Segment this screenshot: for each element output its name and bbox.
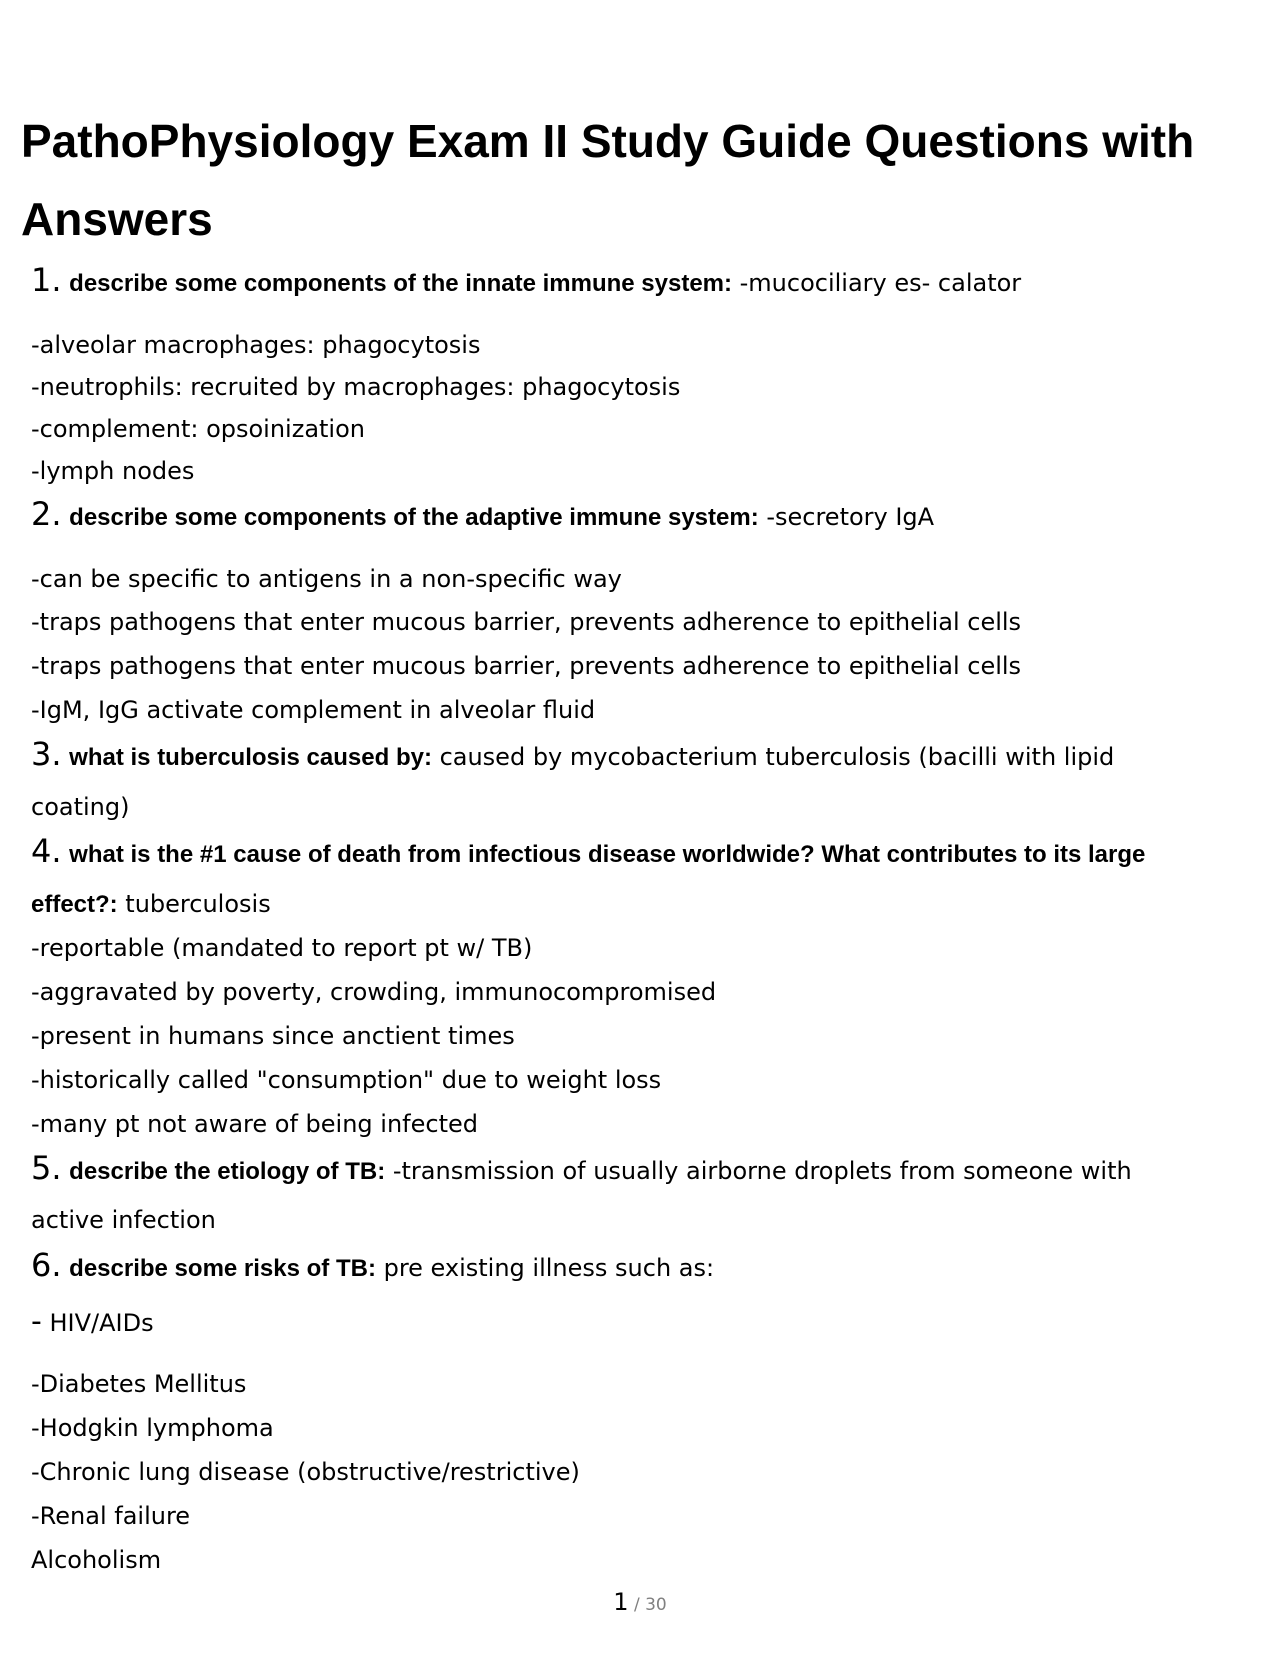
- answer-line: active infection: [31, 1206, 216, 1234]
- item-5-heading: [31, 1146, 1132, 1194]
- item-4-heading: [31, 829, 1145, 877]
- total-pages: / 30: [628, 1595, 667, 1615]
- answer-line: coating): [31, 793, 130, 821]
- item-answer: pre existing illness such as:: [375, 1254, 715, 1282]
- item-2-heading: [31, 492, 934, 540]
- item-question: describe some components of the adaptive immune system:: [69, 504, 759, 531]
- answer-line: -traps pathogens that enter mucous barrier, prevents adherence to epithelial cells: [31, 652, 1022, 680]
- answer-line: -neutrophils: recruited by macrophages: phagocytosis: [31, 373, 681, 401]
- item-3-heading: [31, 732, 1114, 780]
- answer-line: -many pt not aware of being infected: [31, 1110, 478, 1138]
- answer-line: -lymph nodes: [31, 457, 195, 485]
- item-answer: -secretory IgA: [758, 503, 935, 531]
- item-number: 2.: [31, 495, 62, 533]
- answer-line: -IgM, IgG activate complement in alveolar fluid: [31, 696, 596, 724]
- answer-line: -alveolar macrophages: phagocytosis: [31, 331, 481, 359]
- page-title: PathoPhysiology Exam II Study Guide Questions with Answers: [21, 115, 1195, 245]
- page-indicator: [0, 1588, 1280, 1616]
- answer-line: -Hodgkin lymphoma: [31, 1414, 274, 1442]
- answer-line: -aggravated by poverty, crowding, immunocompromised: [31, 978, 717, 1006]
- item-answer: tuberculosis: [117, 890, 271, 918]
- item-6-heading: [31, 1243, 714, 1291]
- item-question: what is the #1 cause of death from infectious disease worldwide? What contributes to its large: [69, 841, 1146, 868]
- item-question-cont: effect?:: [31, 891, 118, 918]
- item-question: describe some components of the innate immune system:: [69, 270, 732, 297]
- item-number: 6.: [31, 1246, 62, 1284]
- item-answer: -mucociliary es- calator: [732, 269, 1022, 297]
- answer-line: -Diabetes Mellitus: [31, 1370, 247, 1398]
- answer-line: -present in humans since anctient times: [31, 1022, 515, 1050]
- answer-line: Alcoholism: [31, 1546, 162, 1574]
- answer-line: -Chronic lung disease (obstructive/restrictive): [31, 1458, 580, 1486]
- answer-line: -Renal failure: [31, 1502, 191, 1530]
- item-4-heading-cont: [31, 882, 271, 927]
- item-question: describe some risks of TB:: [69, 1255, 376, 1282]
- item-answer: caused by mycobacterium tuberculosis (bacilli with lipid: [431, 743, 1115, 771]
- answer-text: HIV/AIDs: [41, 1309, 154, 1337]
- answer-line: -complement: opsoinization: [31, 415, 365, 443]
- item-number: 5.: [31, 1149, 62, 1187]
- item-question: describe the etiology of TB:: [69, 1158, 386, 1185]
- answer-line-hiv: [31, 1300, 154, 1345]
- item-question: what is tuberculosis caused by:: [69, 744, 432, 771]
- item-answer: -transmission of usually airborne droplets from someone with: [385, 1157, 1132, 1185]
- item-number: 4.: [31, 832, 62, 870]
- item-number: 3.: [31, 735, 62, 773]
- answer-line: -historically called "consumption" due to weight loss: [31, 1066, 662, 1094]
- answer-line: -reportable (mandated to report pt w/ TB): [31, 934, 533, 962]
- item-number: 1.: [31, 261, 62, 299]
- answer-line: -traps pathogens that enter mucous barrier, prevents adherence to epithelial cells: [31, 608, 1022, 636]
- answer-line: -can be specific to antigens in a non-specific way: [31, 565, 622, 593]
- bullet-dash: -: [31, 1304, 42, 1339]
- item-1-heading: [31, 258, 1021, 306]
- current-page: 1: [613, 1588, 629, 1616]
